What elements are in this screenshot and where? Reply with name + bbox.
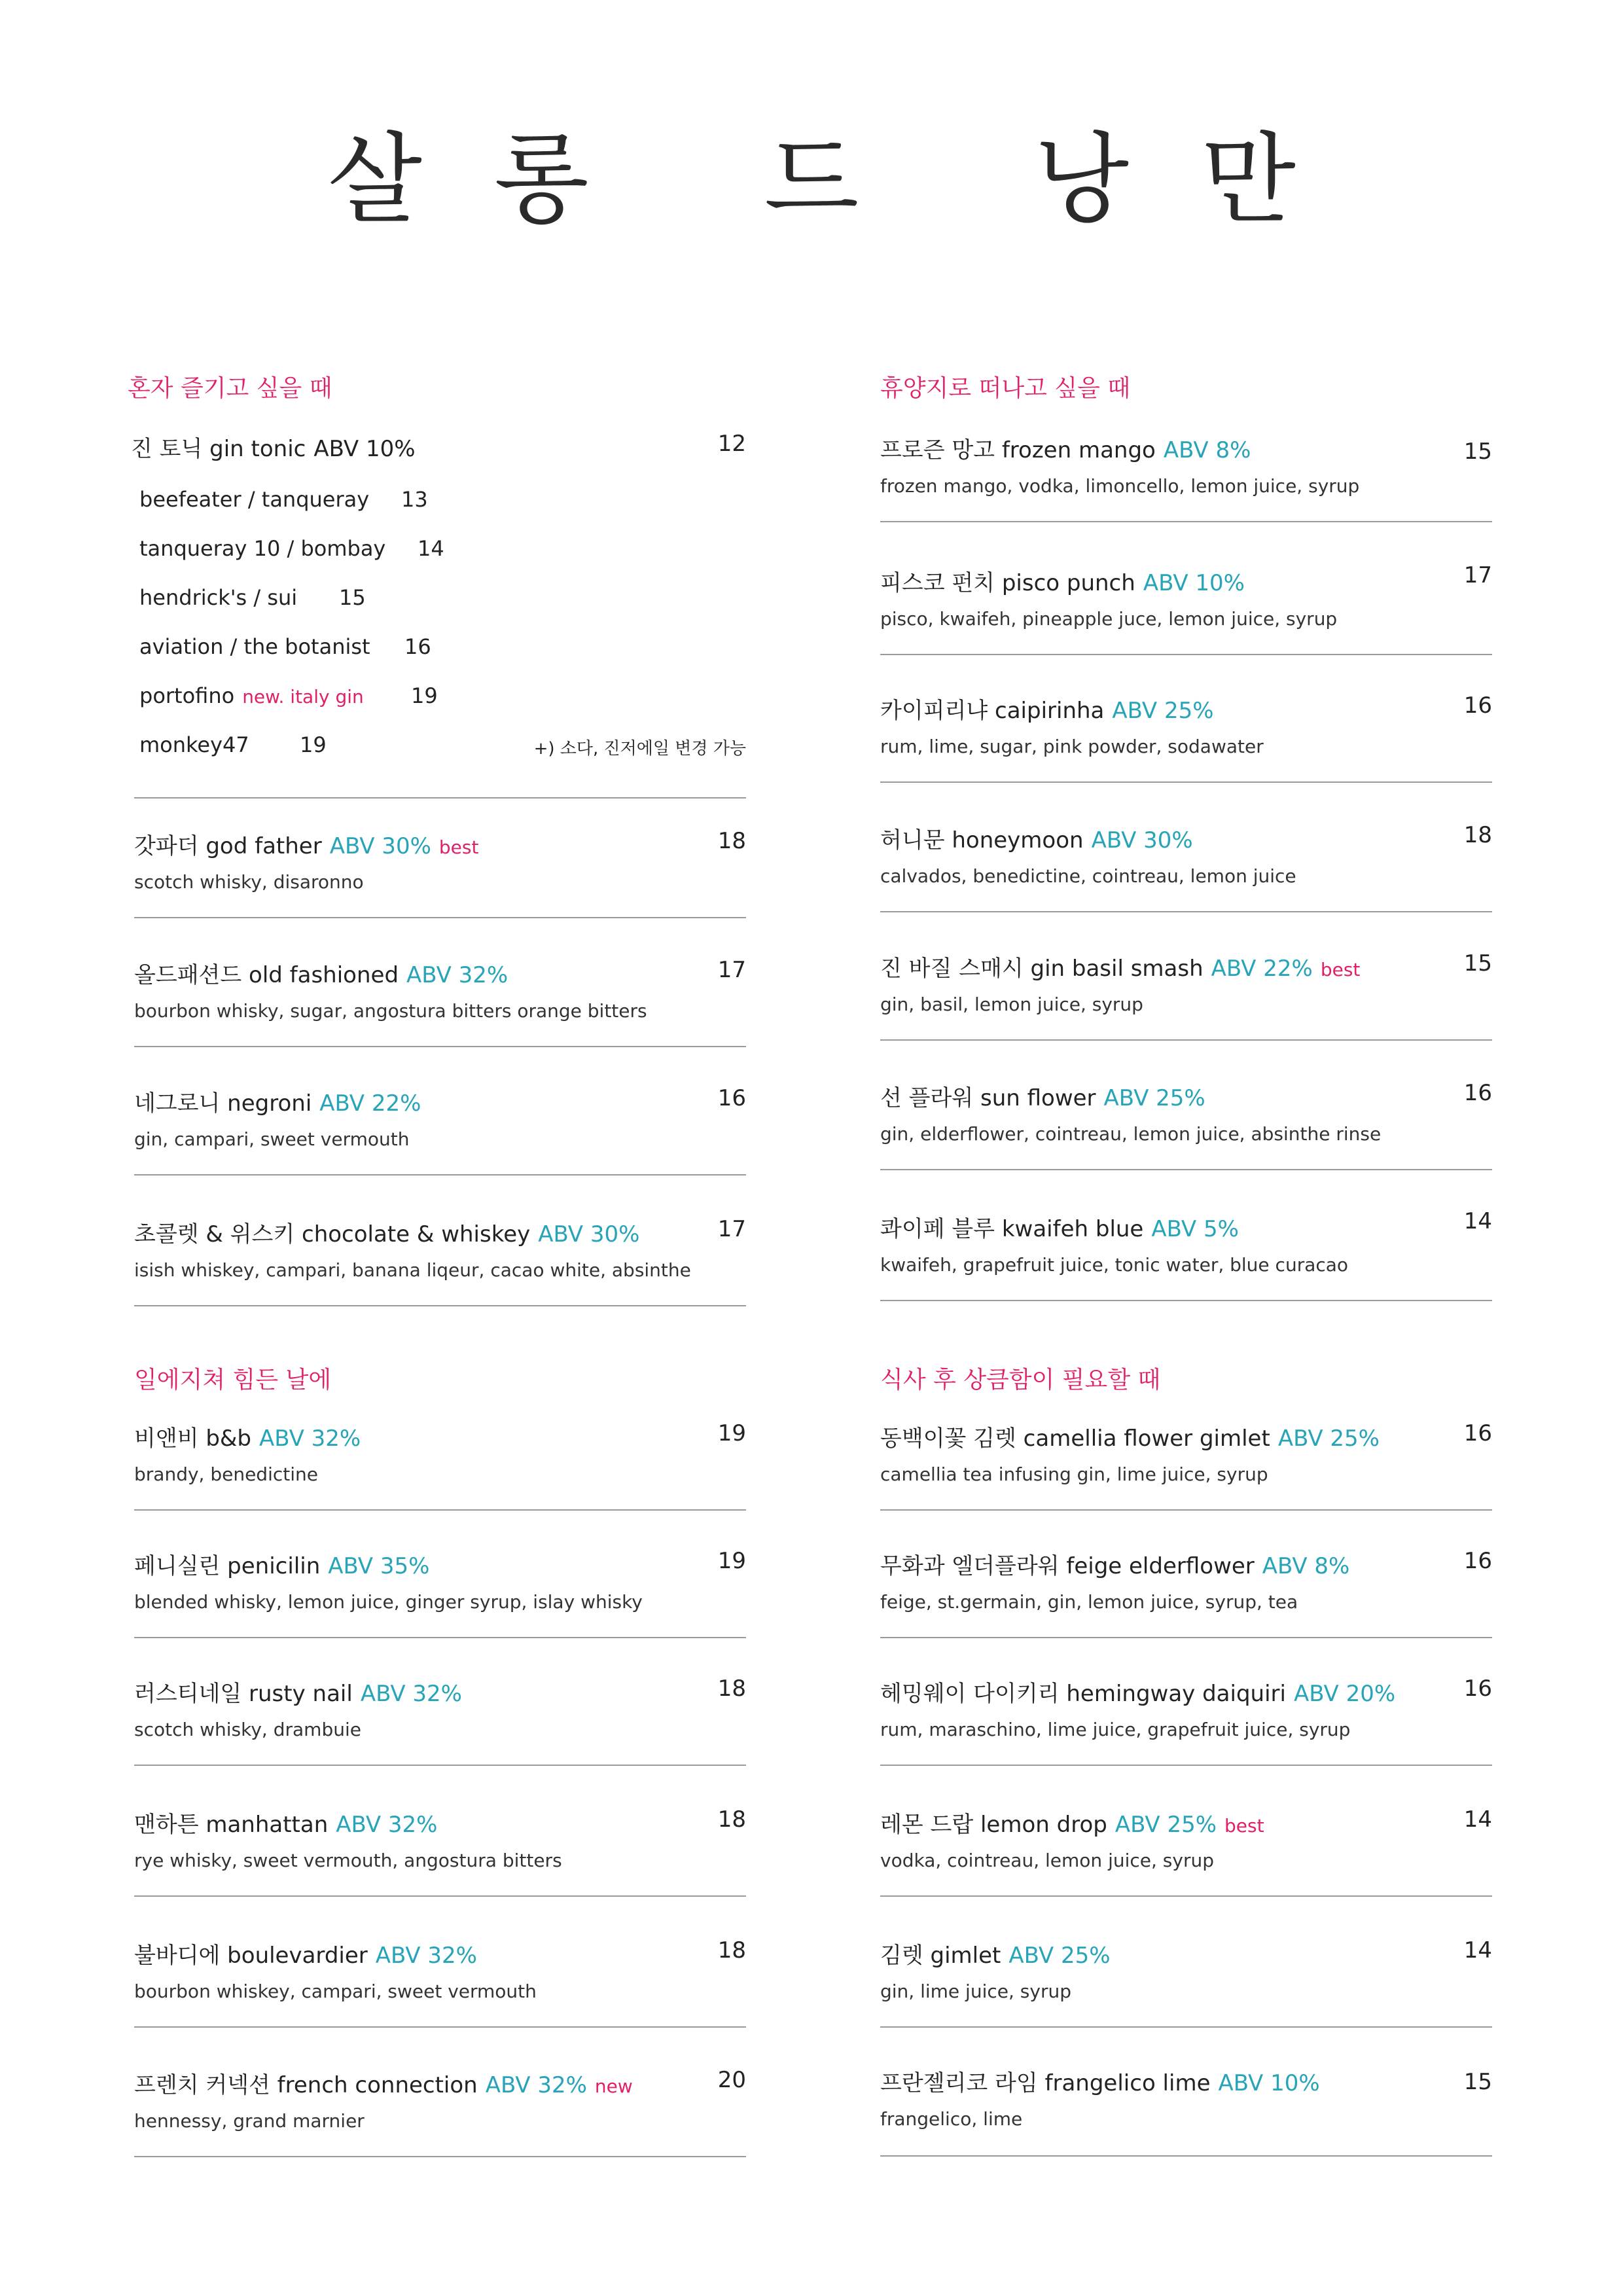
gin-option xyxy=(139,536,746,569)
item-ingredients: bourbon whiskey, campari, sweet vermouth xyxy=(134,1981,537,2002)
section-title-vacation: 휴양지로 떠나고 싶을 때 xyxy=(880,375,1131,402)
item-name: 갓파더 god father ABV 30% best xyxy=(134,833,479,859)
item-price: 16 xyxy=(1463,692,1492,719)
abv-label: ABV 32% xyxy=(375,1943,477,1969)
item-name: 비앤비 b&b ABV 32% xyxy=(134,1426,361,1452)
menu-item xyxy=(134,1085,746,1216)
menu-item xyxy=(880,1676,1492,1806)
item-ingredients: frangelico, lime xyxy=(880,2108,1023,2130)
gin-option-price: 13 xyxy=(401,487,428,512)
divider xyxy=(880,1169,1492,1170)
menu-item xyxy=(880,1548,1492,1679)
item-ingredients: scotch whisky, drambuie xyxy=(134,1719,361,1740)
best-badge: best xyxy=(1224,1815,1264,1837)
item-ingredients: scotch whisky, disaronno xyxy=(134,871,364,893)
menu-item xyxy=(880,2065,1492,2196)
divider xyxy=(880,1300,1492,1301)
item-ingredients: rum, lime, sugar, pink powder, sodawater xyxy=(880,736,1264,757)
best-badge: best xyxy=(1320,959,1361,980)
divider xyxy=(134,2026,746,2028)
item-name: 동백이꽃 김렛 camellia flower gimlet ABV 25% xyxy=(880,1426,1380,1452)
gin-option-price: 14 xyxy=(418,536,444,561)
item-ingredients: isish whiskey, campari, banana liqeur, cacao white, absinthe xyxy=(134,1259,691,1281)
divider xyxy=(880,654,1492,655)
mixer-note: +) 소다, 진저에일 변경 가능 xyxy=(533,739,746,759)
menu-item xyxy=(880,822,1492,953)
item-price: 15 xyxy=(1463,439,1492,465)
gin-option-name: beefeater / tanqueray xyxy=(139,487,370,512)
abv-label: ABV 30% xyxy=(538,1221,640,1247)
item-ingredients: feige, st.germain, gin, lemon juice, syrup, tea xyxy=(880,1591,1298,1613)
item-name: 불바디에 boulevardier ABV 32% xyxy=(134,1943,477,1969)
item-name: 허니문 honeymoon ABV 30% xyxy=(880,827,1193,853)
abv-label: ABV 10% xyxy=(1143,570,1245,596)
item-ingredients: frozen mango, vodka, limoncello, lemon juice, syrup xyxy=(880,475,1360,497)
section-title-alone: 혼자 즐기고 싶을 때 xyxy=(128,375,332,402)
item-ingredients: bourbon whisky, sugar, angostura bitters orange bitters xyxy=(134,1000,647,1022)
abv-label: ABV 25% xyxy=(1112,698,1214,724)
item-price: 15 xyxy=(1463,2069,1492,2095)
abv-label: ABV 10% xyxy=(1218,2070,1320,2096)
item-name: 맨하튼 manhattan ABV 32% xyxy=(134,1812,438,1838)
menu-item xyxy=(134,1937,746,2068)
divider xyxy=(880,1765,1492,1766)
item-ingredients: gin, lime juice, syrup xyxy=(880,1981,1071,2002)
divider xyxy=(880,911,1492,912)
menu-item xyxy=(880,950,1492,1081)
abv-label: ABV 32% xyxy=(485,2072,587,2098)
item-name: 페니실린 penicilin ABV 35% xyxy=(134,1553,430,1579)
abv-label: ABV 30% xyxy=(1091,827,1193,853)
menu-item xyxy=(134,1548,746,1679)
abv-label: ABV 22% xyxy=(1211,956,1313,982)
menu-item xyxy=(134,2067,746,2198)
gin-option-price: 16 xyxy=(404,634,431,659)
item-price: 14 xyxy=(1463,1937,1492,1964)
item-price: 18 xyxy=(717,1937,746,1964)
divider xyxy=(134,917,746,918)
menu-item xyxy=(880,1420,1492,1551)
abv-label: ABV 32% xyxy=(336,1812,438,1838)
item-price: 17 xyxy=(717,1216,746,1242)
gin-option-price: 15 xyxy=(339,585,366,610)
gin-option-name: monkey47 xyxy=(139,732,249,757)
item-price: 20 xyxy=(717,2067,746,2093)
divider xyxy=(880,521,1492,522)
divider xyxy=(134,1509,746,1511)
item-price: 19 xyxy=(717,1548,746,1574)
menu-title: 살롱 드 낭만 xyxy=(327,123,1368,237)
divider xyxy=(134,1895,746,1897)
divider xyxy=(134,1046,746,1047)
menu-item xyxy=(134,1806,746,1937)
item-name: 올드패션드 old fashioned ABV 32% xyxy=(134,962,508,988)
abv-label: ABV 25% xyxy=(1008,1943,1111,1969)
item-ingredients: rum, maraschino, lime juice, grapefruit juice, syrup xyxy=(880,1719,1351,1740)
menu-item xyxy=(880,1937,1492,2068)
item-ingredients: blended whisky, lemon juice, ginger syrup, islay whisky xyxy=(134,1591,643,1613)
gin-option xyxy=(139,487,746,520)
item-price: 14 xyxy=(1463,1208,1492,1234)
menu-item xyxy=(880,432,1492,563)
gin-option xyxy=(139,585,746,618)
divider xyxy=(134,1637,746,1638)
menu-item xyxy=(134,1420,746,1551)
gin-option-name: portofino new. italy gin xyxy=(139,683,364,708)
divider xyxy=(880,1509,1492,1511)
item-name: 콰이페 블루 kwaifeh blue ABV 5% xyxy=(880,1216,1239,1242)
menu-item xyxy=(134,1216,746,1347)
abv-label: ABV 8% xyxy=(1163,437,1251,463)
divider xyxy=(880,781,1492,783)
divider xyxy=(880,2026,1492,2028)
abv-label: ABV 8% xyxy=(1262,1553,1350,1579)
item-price: 16 xyxy=(1463,1548,1492,1574)
item-ingredients: calvados, benedictine, cointreau, lemon juice xyxy=(880,865,1296,887)
item-ingredients: gin, basil, lemon juice, syrup xyxy=(880,994,1143,1015)
abv-label: ABV 25% xyxy=(1115,1812,1217,1838)
divider xyxy=(134,1305,746,1306)
new-badge: new xyxy=(594,2075,633,2097)
gin-option-name: aviation / the botanist xyxy=(139,634,370,659)
best-badge: best xyxy=(438,836,479,858)
item-ingredients: brandy, benedictine xyxy=(134,1463,318,1485)
item-ingredients: camellia tea infusing gin, lime juice, syrup xyxy=(880,1463,1268,1485)
item-name: 무화과 엘더플라워 feige elderflower ABV 8% xyxy=(880,1553,1350,1579)
section-title-refresh: 식사 후 상큼함이 필요할 때 xyxy=(880,1367,1161,1393)
gin-option-price: 19 xyxy=(411,683,438,708)
menu-item xyxy=(880,1080,1492,1211)
gin-tonic-block xyxy=(131,431,746,797)
menu-item xyxy=(880,562,1492,696)
item-name: 레몬 드랍 lemon drop ABV 25% best xyxy=(880,1812,1264,1838)
item-ingredients: vodka, cointreau, lemon juice, syrup xyxy=(880,1850,1214,1871)
abv-label: ABV 25% xyxy=(1103,1085,1205,1111)
menu-item xyxy=(134,1676,746,1806)
item-name: 러스티네일 rusty nail ABV 32% xyxy=(134,1681,462,1707)
item-ingredients: kwaifeh, grapefruit juice, tonic water, blue curacao xyxy=(880,1254,1349,1276)
abv-label: ABV 32% xyxy=(360,1681,462,1707)
item-name: 진 바질 스매시 gin basil smash ABV 22% best xyxy=(880,956,1361,982)
item-price: 18 xyxy=(1463,822,1492,848)
item-name: 프렌치 커넥션 french connection ABV 32% new xyxy=(134,2072,633,2098)
item-ingredients: hennessy, grand marnier xyxy=(134,2110,365,2132)
divider xyxy=(134,1174,746,1175)
divider xyxy=(134,797,746,798)
gin-option-name: tanqueray 10 / bombay xyxy=(139,536,386,561)
item-price: 18 xyxy=(717,828,746,854)
gin-option xyxy=(139,683,746,716)
section-title-tired: 일에지쳐 힘든 날에 xyxy=(134,1367,332,1393)
item-ingredients: gin, elderflower, cointreau, lemon juice, absinthe rinse xyxy=(880,1123,1382,1145)
new-badge: new. italy gin xyxy=(242,686,364,708)
item-price: 14 xyxy=(1463,1806,1492,1833)
menu-item xyxy=(880,1806,1492,1937)
item-price: 16 xyxy=(717,1085,746,1111)
gin-option-name: hendrick's / sui xyxy=(139,585,298,610)
item-price: 18 xyxy=(717,1806,746,1833)
item-price: 15 xyxy=(1463,950,1492,977)
item-price: 18 xyxy=(717,1676,746,1702)
item-name: 헤밍웨이 다이키리 hemingway daiquiri ABV 20% xyxy=(880,1681,1396,1707)
item-price: 16 xyxy=(1463,1676,1492,1702)
item-name: 네그로니 negroni ABV 22% xyxy=(134,1090,421,1117)
abv-label: ABV 35% xyxy=(328,1553,430,1579)
menu-item xyxy=(134,957,746,1088)
gin-tonic-header xyxy=(131,431,746,470)
divider xyxy=(880,1637,1492,1638)
item-price: 17 xyxy=(717,957,746,983)
gin-option xyxy=(139,732,746,765)
item-name: 김렛 gimlet ABV 25% xyxy=(880,1943,1111,1969)
menu-item xyxy=(134,828,746,959)
item-name: 프로즌 망고 frozen mango ABV 8% xyxy=(880,437,1251,463)
abv-label: ABV 32% xyxy=(259,1426,361,1452)
item-ingredients: gin, campari, sweet vermouth xyxy=(134,1128,410,1150)
item-price: 16 xyxy=(1463,1080,1492,1106)
menu-item xyxy=(880,1208,1492,1342)
item-price: 19 xyxy=(717,1420,746,1446)
menu-item xyxy=(880,692,1492,823)
item-name: 프란젤리코 라임 frangelico lime ABV 10% xyxy=(880,2070,1320,2096)
divider xyxy=(880,1039,1492,1041)
abv-label: ABV 5% xyxy=(1151,1216,1239,1242)
divider xyxy=(134,1765,746,1766)
item-price: 16 xyxy=(1463,1420,1492,1446)
gin-option-price: 19 xyxy=(300,732,327,757)
abv-label: ABV 32% xyxy=(406,962,508,988)
item-name: 피스코 펀치 pisco punch ABV 10% xyxy=(880,570,1245,596)
divider xyxy=(134,2156,746,2157)
item-price: 17 xyxy=(1463,562,1492,588)
abv-label: ABV 20% xyxy=(1293,1681,1396,1707)
item-name: 초콜렛 & 위스키 chocolate & whiskey ABV 30% xyxy=(134,1221,640,1247)
item-ingredients: rye whisky, sweet vermouth, angostura bitters xyxy=(134,1850,562,1871)
item-name: 카이피리냐 caipirinha ABV 25% xyxy=(880,698,1214,724)
item-ingredients: pisco, kwaifeh, pineapple juce, lemon juice, syrup xyxy=(880,608,1338,630)
divider xyxy=(880,2155,1492,2157)
divider xyxy=(880,1895,1492,1897)
abv-label: ABV 30% xyxy=(329,833,431,859)
abv-label: ABV 25% xyxy=(1277,1426,1380,1452)
item-price: 12 xyxy=(717,431,746,457)
item-name: 선 플라워 sun flower ABV 25% xyxy=(880,1085,1205,1111)
item-name: 진 토닉 gin tonic ABV 10% xyxy=(131,436,416,462)
abv-label: ABV 22% xyxy=(319,1090,421,1117)
abv-label: ABV 10% xyxy=(313,436,416,462)
gin-option xyxy=(139,634,746,667)
